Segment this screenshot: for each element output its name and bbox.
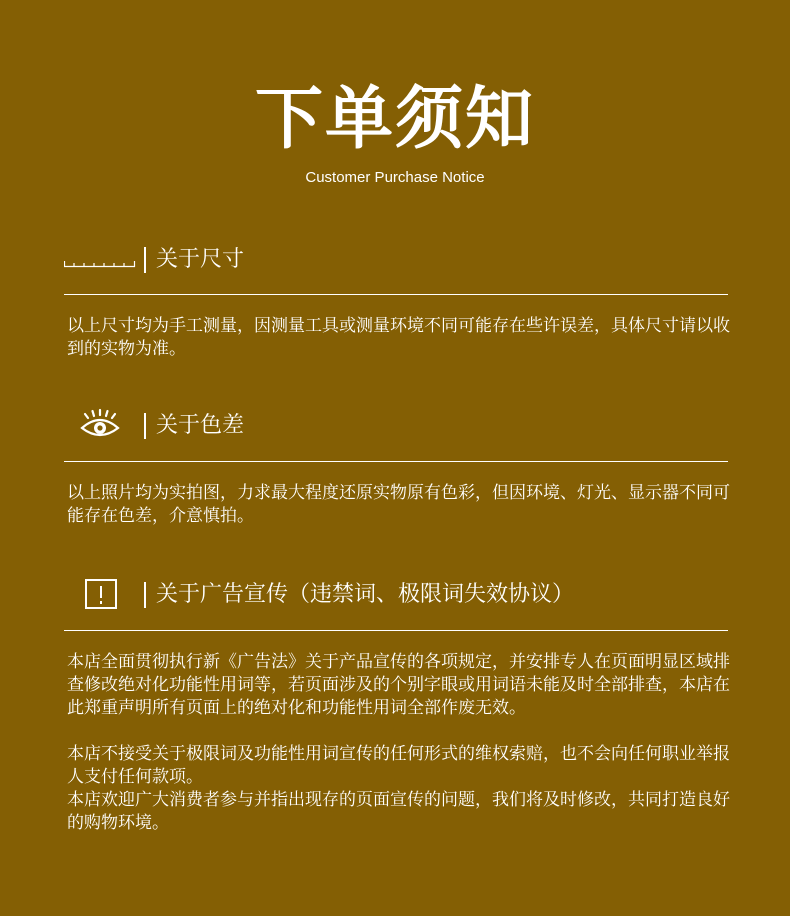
page-title: 下单须知	[254, 80, 535, 159]
section-color-body	[67, 482, 735, 528]
section-color-header	[64, 406, 728, 446]
heading-divider-bar	[144, 413, 146, 439]
section-ad-rule	[64, 630, 728, 631]
section-ad-header	[64, 575, 728, 615]
ruler-icon	[64, 240, 136, 280]
eye-icon	[64, 406, 136, 446]
section-ad-paragraph: 本店全面贯彻执行新《广告法》关于产品宣传的各项规定，并安排专人在页面明显区域排查修改绝对化功能性用词等，若页面涉及的个别字眼或用词语未能及时全部排查，本店在此郑重声明所有页面上的绝对化和功能性用词全部作废无效。	[67, 652, 730, 718]
exclamation-icon	[64, 575, 136, 615]
page-subtitle: Customer Purchase Notice	[305, 169, 485, 186]
section-size-header	[64, 240, 728, 280]
section-size-paragraph: 以上尺寸均为手工测量，因测量工具或测量环境不同可能存在些许误差，具体尺寸请以收到的实物为准。	[67, 316, 730, 359]
section-ad-paragraph: 本店不接受关于极限词及功能性用词宣传的任何形式的维权索赔，也不会向任何职业举报人支付任何款项。	[67, 744, 730, 787]
heading-divider-bar	[144, 582, 146, 608]
section-color-rule	[64, 461, 728, 462]
heading-divider-bar	[144, 247, 146, 273]
section-size-heading: 关于尺寸	[156, 247, 245, 272]
section-color-heading: 关于色差	[156, 413, 245, 438]
section-size-body	[67, 315, 735, 361]
section-ad-body	[67, 651, 735, 835]
section-ad-heading: 关于广告宣传（违禁词、极限词失效协议）	[156, 582, 575, 607]
section-color-paragraph: 以上照片均为实拍图，力求最大程度还原实物原有色彩，但因环境、灯光、显示器不同可能存在色差，介意慎拍。	[67, 483, 730, 526]
section-size-rule	[64, 294, 728, 295]
section-ad-paragraph: 本店欢迎广大消费者参与并指出现存的页面宣传的问题，我们将及时修改，共同打造良好的购物环境。	[67, 790, 730, 833]
